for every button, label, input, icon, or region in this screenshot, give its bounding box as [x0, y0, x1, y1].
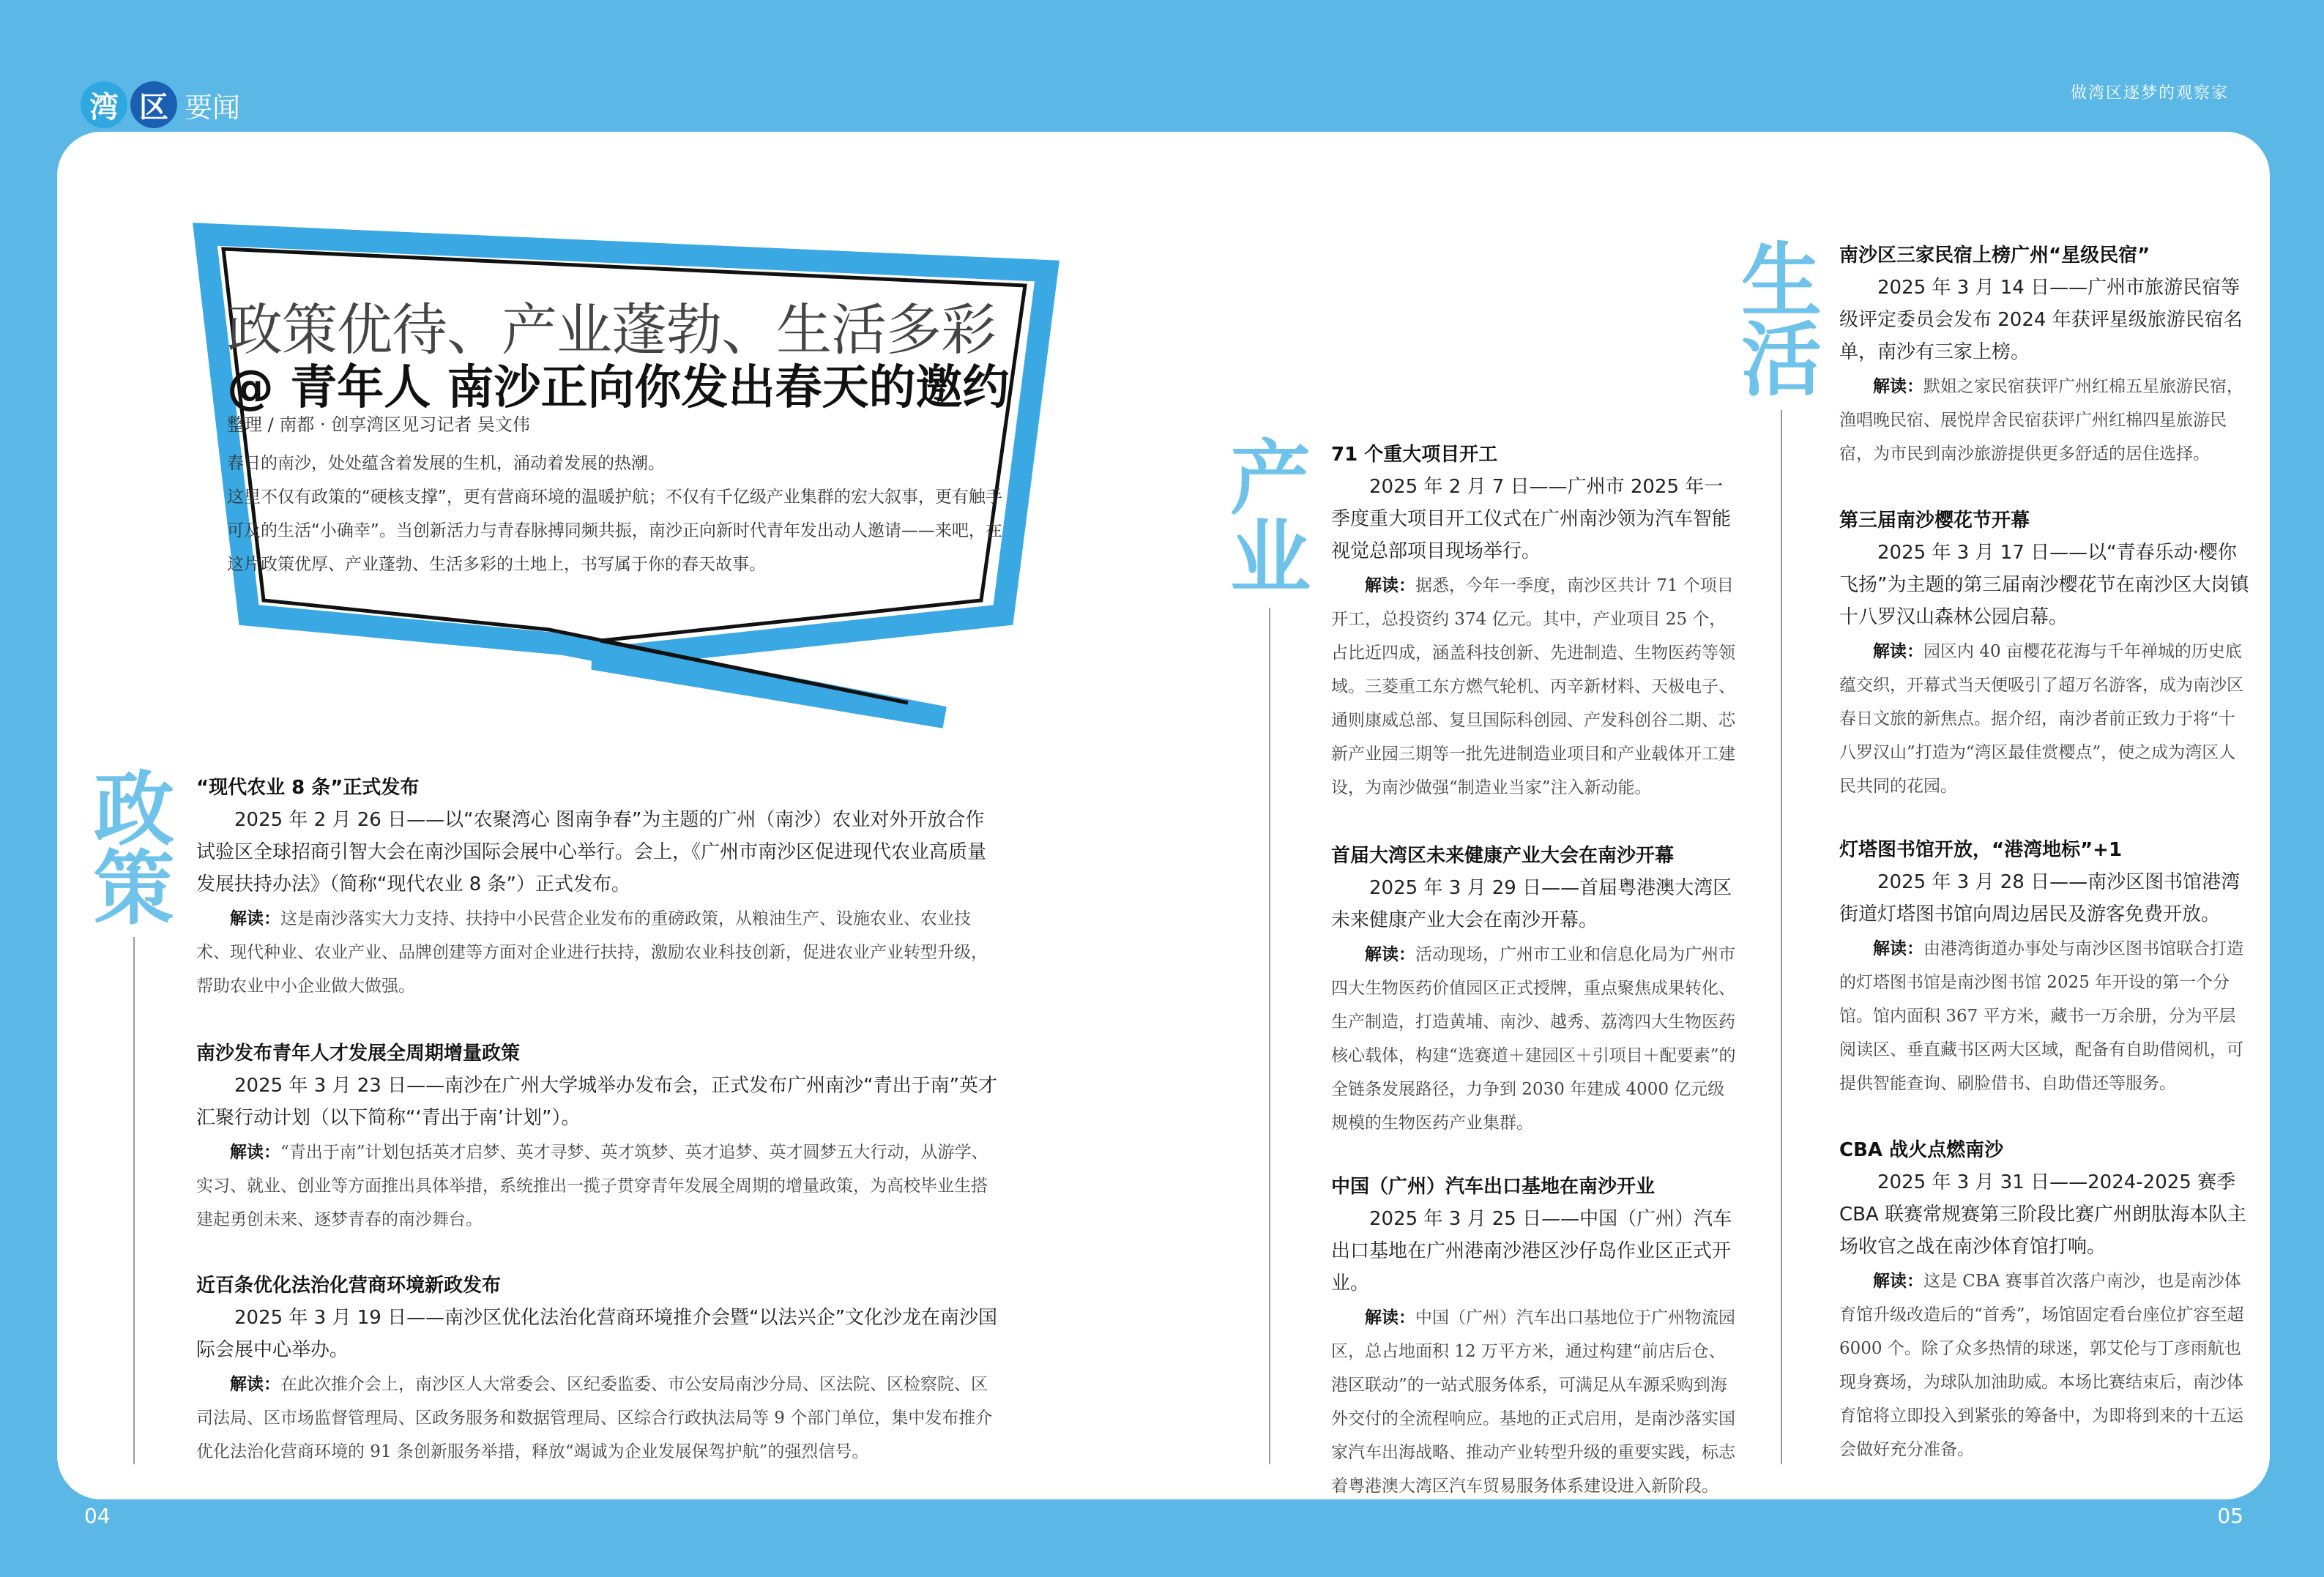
article-title: 第三届南沙樱花节开幕: [1839, 510, 2030, 532]
reading-text: 据悉，今年一季度，南沙区共计 71 个项目开工，总投资约 374 亿元。其中，产业项目 25 个，占比近四成，涵盖科技创新、先进制造、生物医药等领域。三菱重工东方燃气轮机、丙辛新材料、天极电子、通则康威总部、复旦国际科创园、产发科创谷二期、芯新产业园三期等一批先进制造业项目和产业载体开工建设，为南沙做强“制造业当家”注入新动能。: [1331, 576, 1735, 797]
reading-label: 解读：: [1365, 576, 1415, 595]
page-number-right: 05: [2217, 1504, 2243, 1528]
intro-paragraph: 这里不仅有政策的“硬核支撑”，更有营商环境的温暖护航；不仅有千亿级产业集群的宏大叙事，更有触手可及的生活“小确幸”。当创新活力与青春脉搏同频共振，南沙正向新时代青年发出动人邀请——来吧，在这片政策优厚、产业蓬勃、生活多彩的土地上，书写属于你的春天故事。: [227, 488, 1002, 574]
reading-label: 解读：: [230, 1375, 280, 1394]
policy-article-1: [196, 772, 1000, 1003]
article-reading: [1331, 569, 1741, 805]
article-lead: 2025 年 3 月 19 日——南沙区优化法治化营商环境推介会暨“以法兴企”文化沙龙在南沙国际会展中心举办。: [196, 1307, 998, 1361]
industry-article-3: [1331, 1171, 1741, 1503]
header-section-name: 要闻: [185, 91, 241, 124]
reading-text: 这是南沙落实大力支持、扶持中小民营企业发布的重磅政策，从粮油生产、设施农业、农业技术、现代种业、农业产业、品牌创建等方面对企业进行扶持，激励农业科技创新，促进农业产业转型升级，帮助农业中小企业做大做强。: [196, 909, 988, 996]
reading-label: 解读：: [230, 909, 280, 928]
article-title: 近百条优化法治化营商环境新政发布: [196, 1275, 502, 1297]
article-title: 首届大湾区未来健康产业大会在南沙开幕: [1331, 845, 1675, 867]
industry-article-1: [1331, 439, 1741, 805]
hero-byline: 整理 / 南都 · 创享湾区见习记者 吴文伟: [227, 414, 530, 435]
intro-paragraph: 春日的南沙，处处蕴含着发展的生机，涌动着发展的热潮。: [227, 454, 665, 473]
header-tagline: 做湾区逐梦的观察家: [2070, 84, 2229, 102]
reading-text: 园区内 40 亩樱花花海与千年禅城的历史底蕴交织，开幕式当天便吸引了超万名游客，成为南沙区春日文旅的新焦点。据介绍，南沙者前正致力于将“十八罗汉山”打造为“湾区最佳赏樱点”，使之成为湾区人民共同的花园。: [1839, 642, 2243, 796]
article-reading: [1839, 370, 2249, 471]
section-title-policy: 政策: [94, 763, 174, 936]
hero-title-line1: 政策优待、产业蓬勃、生活多彩: [227, 297, 996, 362]
article-title: 71 个重大项目开工: [1331, 444, 1498, 466]
policy-article-2: [196, 1038, 1000, 1237]
reading-label: 解读：: [1873, 642, 1923, 661]
header-logo: [81, 79, 240, 130]
article-reading: [196, 1368, 1000, 1469]
article-lead: 2025 年 3 月 17 日——以“青春乐动·樱你飞扬”为主题的第三届南沙樱花节在南沙区大岗镇十八罗汉山森林公园启幕。: [1839, 542, 2249, 628]
article-lead: 2025 年 2 月 26 日——以“农聚湾心 图南争春”为主题的广州（南沙）农业对外开放合作试验区全球招商引智大会在南沙国际会展中心举行。会上，《广州市南沙区促进现代农业高质量发展扶持办法》（简称“现代农业 8 条”）正式发布。: [196, 809, 987, 895]
page-number-left: 04: [84, 1504, 111, 1528]
article-lead: 2025 年 3 月 14 日——广州市旅游民宿等级评定委员会发布 2024 年获评星级旅游民宿名单，南沙有三家上榜。: [1839, 277, 2243, 363]
section-divider-life: [1781, 410, 1782, 1464]
reading-text: 默姐之家民宿获评广州红棉五星旅游民宿，渔唱晚民宿、展悦岸舍民宿获评广州红棉四星旅游民宿，为市民到南沙旅游提供更多舒适的居住选择。: [1839, 377, 2243, 463]
article-lead: 2025 年 3 月 31 日——2024-2025 赛季 CBA 联赛常规赛第三阶段比赛广州朗肽海本队主场收官之战在南沙体育馆打响。: [1839, 1171, 2247, 1258]
reading-text: 活动现场，广州市工业和信息化局为广州市四大生物医药价值园区正式授牌，重点聚焦成果转化、生产制造，打造黄埔、南沙、越秀、荔湾四大生物医药核心载体，构建“选赛道＋建园区＋引项目＋配要素”的全链条发展路径，力争到 2030 年建成 4000 亿元级规模的生物医药产业集群。: [1331, 945, 1736, 1133]
article-reading: [196, 902, 1000, 1003]
article-title: 南沙发布青年人才发展全周期增量政策: [196, 1043, 521, 1065]
industry-article-2: [1331, 840, 1741, 1140]
article-title: “现代农业 8 条”正式发布: [196, 777, 420, 799]
life-article-1: [1839, 240, 2249, 471]
reading-label: 解读：: [1873, 939, 1923, 958]
reading-label: 解读：: [1873, 377, 1923, 396]
reading-text: 由港湾街道办事处与南沙区图书馆联合打造的灯塔图书馆是南沙图书馆 2025 年开设的第一个分馆。馆内面积 367 平方米，藏书一万余册，分为平层阅读区、垂直藏书区两大区域，配备有自助借阅机，可提供智能查询、刷脸借书、自助借还等服务。: [1839, 939, 2243, 1093]
reading-label: 解读：: [230, 1143, 280, 1162]
article-reading: [1839, 1264, 2249, 1466]
hero-title-line2: @ 青年人 南沙正向你发出春天的邀约: [227, 361, 1010, 415]
life-article-3: [1839, 835, 2249, 1100]
article-title: 灯塔图书馆开放，“港湾地标”+1: [1839, 839, 2123, 861]
logo-char-1: 湾: [81, 81, 127, 128]
reading-label: 解读：: [1365, 945, 1415, 964]
article-lead: 2025 年 3 月 25 日——中国（广州）汽车出口基地在广州港南沙港区沙仔岛作业区正式开业。: [1331, 1208, 1732, 1294]
section-divider-industry: [1269, 608, 1270, 1464]
life-article-4: [1839, 1135, 2249, 1466]
hero-intro: [227, 447, 1003, 581]
reading-text: “青出于南”计划包括英才启梦、英才寻梦、英才筑梦、英才追梦、英才圆梦五大行动，从游学、实习、就业、创业等方面推出具体举措，系统推出一揽子贯穿青年发展全周期的增量政策，为高校毕业生搭建起勇创未来、逐梦青春的南沙舞台。: [196, 1143, 988, 1229]
section-title-industry: 产业: [1230, 432, 1311, 605]
article-title: 中国（广州）汽车出口基地在南沙开业: [1331, 1176, 1656, 1198]
article-reading: [196, 1136, 1000, 1237]
article-lead: 2025 年 3 月 23 日——南沙在广州大学城举办发布会，正式发布广州南沙“青出于南”英才汇聚行动计划（以下简称“‘青出于南’计划”）。: [196, 1075, 998, 1129]
policy-article-3: [196, 1270, 1000, 1469]
article-reading: [1331, 1301, 1741, 1503]
reading-text: 中国（广州）汽车出口基地位于广州物流园区，总占地面积 12 万平方米，通过构建“前店后仓、港区联动”的一站式服务体系，可满足从车源采购到海外交付的全流程响应。基地的正式启用，是南沙落实国家汽车出海战略、推动产业转型升级的重要实践，标志着粤港澳大湾区汽车贸易服务体系建设进入新阶段。: [1331, 1308, 1735, 1496]
article-title: 南沙区三家民宿上榜广州“星级民宿”: [1839, 245, 2150, 266]
article-lead: 2025 年 3 月 28 日——南沙区图书馆港湾街道灯塔图书馆向周边居民及游客免费开放。: [1839, 871, 2241, 925]
article-lead: 2025 年 3 月 29 日——首届粤港澳大湾区未来健康产业大会在南沙开幕。: [1331, 877, 1732, 931]
life-article-2: [1839, 505, 2249, 803]
article-lead: 2025 年 2 月 7 日——广州市 2025 年一季度重大项目开工仪式在广州南沙领为汽车智能视觉总部项目现场举行。: [1331, 476, 1732, 562]
article-reading: [1331, 938, 1741, 1140]
reading-label: 解读：: [1873, 1272, 1923, 1291]
article-reading: [1839, 932, 2249, 1100]
reading-label: 解读：: [1365, 1308, 1415, 1327]
section-divider-policy: [133, 937, 135, 1464]
logo-char-2: 区: [130, 81, 177, 128]
section-title-life: 生活: [1741, 234, 1822, 407]
reading-text: 在此次推介会上，南沙区人大常委会、区纪委监委、市公安局南沙分局、区法院、区检察院、区司法局、区市场监督管理局、区政务服务和数据管理局、区综合行政执法局等 9 个部门单位，集中发布推介优化法治化营商环境的 91 条创新服务举措，释放“竭诚为企业发展保驾护航”的强烈信号。: [196, 1375, 993, 1461]
article-reading: [1839, 635, 2249, 803]
article-title: CBA 战火点燃南沙: [1839, 1139, 2004, 1161]
reading-text: 这是 CBA 赛事首次落户南沙，也是南沙体育馆升级改造后的“首秀”，场馆固定看台座位扩容至超 6000 个。除了众多热情的球迷，郭艾伦与丁彦雨航也现身赛场，为球队加油助威。本场比赛结束后，南沙体育馆将立即投入到紧张的筹备中，为即将到来的十五运会做好充分准备。: [1839, 1272, 2244, 1459]
